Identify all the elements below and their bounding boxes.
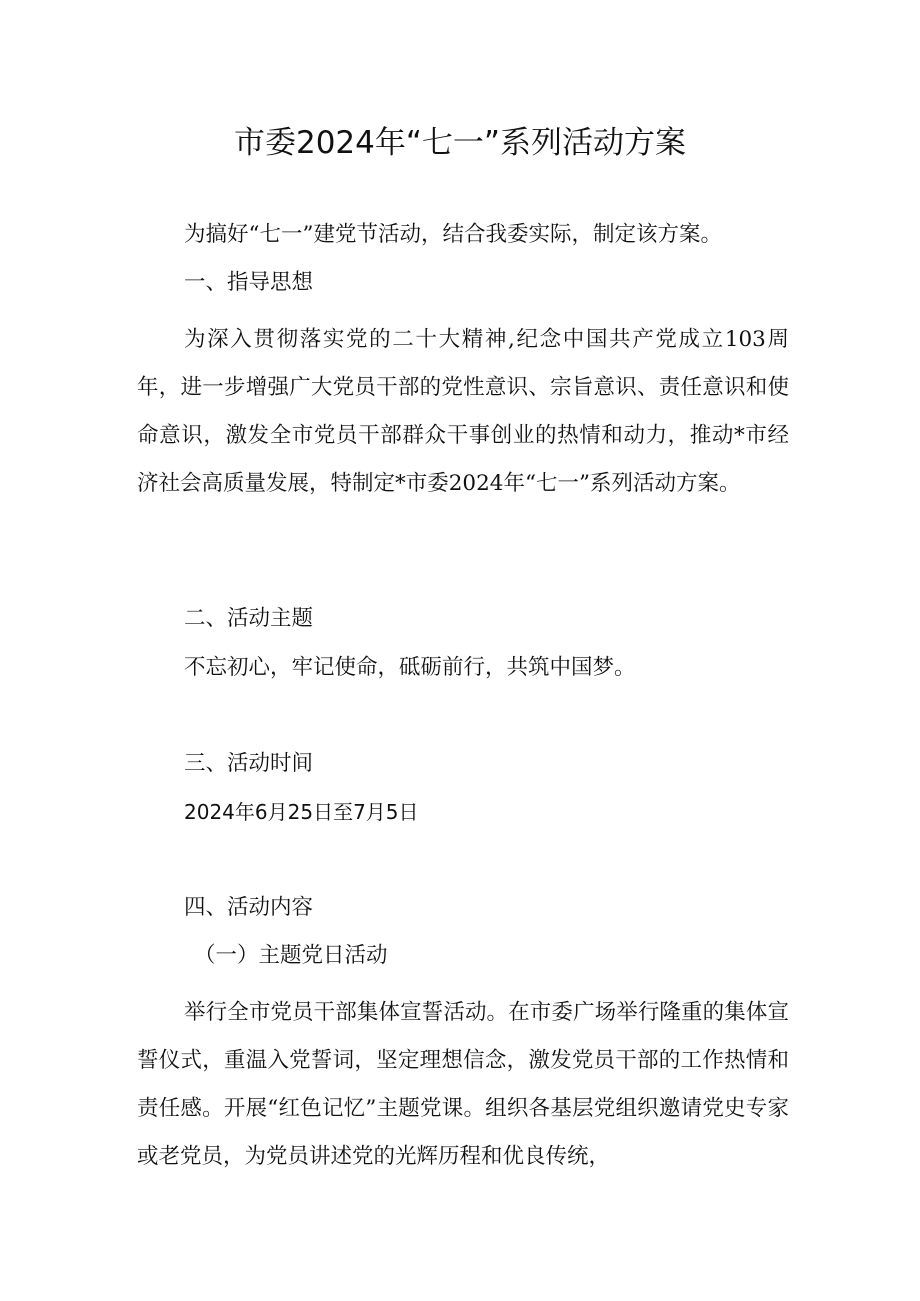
section-heading-activity-time: 三、活动时间 <box>184 751 314 776</box>
subsection-heading-theme-party-day: （一）主题党日活动 <box>194 943 388 968</box>
section-body-activity-time: 2024年6月25日至7月5日 <box>184 800 419 824</box>
document-title: 市委2024年“七一”系列活动方案 <box>233 125 686 161</box>
section-heading-activity-content: 四、活动内容 <box>184 895 314 920</box>
section-body-activity-theme: 不忘初心，牢记使命，砥砺前行，共筑中国梦。 <box>184 655 636 680</box>
subsection-body-theme-party-day: 举行全市党员干部集体宣誓活动。在市委广场举行隆重的集体宣誓仪式，重温入党誓词，坚定理想信念，激发党员干部的工作热情和责任感。开展“红色记忆”主题党课。组织各基层党组织邀请党史专家或老党员，为党员讲述党的光辉历程和优良传统， <box>137 1000 789 1169</box>
intro-paragraph: 为搞好“七一”建党节活动，结合我委实际，制定该方案。 <box>184 222 722 247</box>
section-body-guiding-ideology: 为深入贯彻落实党的二十大精神,纪念中国共产党成立103周年，进一步增强广大党员干部的党性意识、宗旨意识、责任意识和使命意识，激发全市党员干部群众干事创业的热情和动力，推动*市经济社会高质量发展，特制定*市委2024年“七一”系列活动方案。 <box>137 327 789 496</box>
section-heading-guiding-ideology: 一、指导思想 <box>184 270 314 295</box>
section-heading-activity-theme: 二、活动主题 <box>184 606 314 631</box>
